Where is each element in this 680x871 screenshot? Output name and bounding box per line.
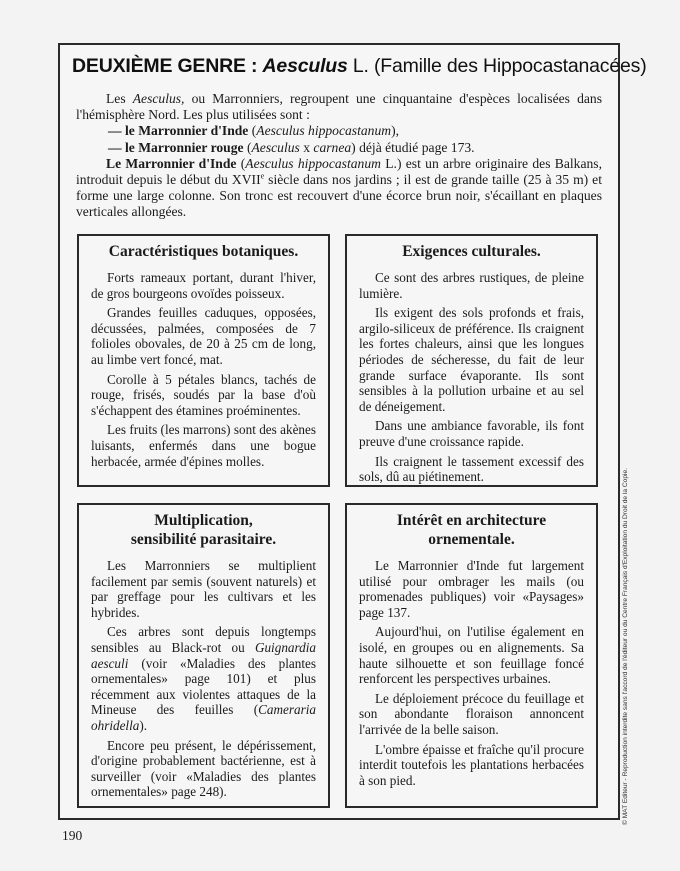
box-interet-p3: Le déploiement précoce du feuillage et son abondante floraison annoncent l'arrivée de la belle saison.	[359, 690, 584, 737]
intro-p1-b: ou Marronniers, regroupent une cinquantaine d'espèces localisées dans l'hémisphère Nord. Les plus utilisées sont :	[76, 91, 602, 123]
intro-p2-bold: Le Marronnier d'Inde	[106, 155, 237, 171]
box-botanical-characteristics	[77, 234, 330, 487]
box-culture-p3: Dans une ambiance favorable, ils font preuve d'une croissance rapide.	[359, 418, 584, 449]
intro-p2-b: L.) est un arbre originaire des Balkans, introduit depuis le début du XVII	[76, 155, 602, 188]
intro-p2-latin: Aesculus hippocastanum	[245, 155, 381, 171]
box-interet-title-line2: ornementale.	[428, 531, 515, 548]
box-multi-p2-latin2: Cameraria ohridella	[91, 702, 316, 733]
box-multi-p2	[91, 624, 316, 733]
box-interet-p2: Aujourd'hui, on l'utilise également en isolé, en groupes ou en alignements. Sa haute silhouette et son feuillage foncé renforcent les perspectives urbaines.	[359, 624, 584, 687]
intro-item2-latin2: carnea	[313, 139, 352, 155]
box-culture-p1: Ce sont des arbres rustiques, de pleine lumière.	[359, 270, 584, 301]
box-culture-p2: Ils exigent des sols profonds et frais, argilo-siliceux de préférence. Ils craignent les fortes chaleurs, ainsi que les longues périodes de sécheresse, du fait de leur grande surface évaporante. Ils sont sensibles à la pollution urbaine et au sel de déneigement.	[359, 305, 584, 414]
intro-p1-a: Les	[106, 91, 133, 106]
intro-item1-b: ),	[391, 123, 400, 139]
box-interet-title	[359, 505, 584, 558]
box-botanique-title: Caractéristiques botaniques.	[108, 243, 299, 260]
box-multi-p2-c: ).	[139, 717, 148, 733]
box-culture-title: Exigences culturales.	[402, 243, 541, 260]
box-interet-title-line1: Intérêt en architecture	[396, 512, 547, 529]
intro-item1-latin: Aesculus hippocastanum	[256, 123, 392, 139]
box-culture-p4: Ils craignent le tassement excessif des sols, dû au piétinement.	[359, 453, 584, 485]
intro-p2-c: siècle dans nos jardins ; il est de grande taille (25 à 35 m) et forme une large colonne. Son tronc est recouvert d'une écorce brun noir, s'écaillant en plaques verticales allongées.	[76, 172, 602, 220]
page-number: 190	[62, 828, 83, 843]
intro-item1-bold: — le Marronnier d'Inde	[108, 123, 249, 139]
box-multi-title-line1: Multiplication,	[154, 512, 253, 529]
intro-item1-a: (	[248, 123, 257, 139]
box-multi-p2-latin: Guignardia aesculi	[91, 639, 316, 671]
intro-paragraph-2	[76, 156, 602, 221]
intro-p2-sup: e	[260, 171, 265, 181]
box-propagation-pests	[77, 503, 330, 808]
box-botanique-p3: Corolle à 5 pétales blancs, tachés de rouge, frisés, soudés par la base d'où s'échappent des étamines proéminentes.	[91, 371, 316, 418]
box-multi-p2-b: (voir «Maladies des plantes ornementales» page 101) et plus récemment aux violentes attaques de la Mineuse des feuilles (	[91, 655, 316, 718]
box-multi-p1: Les Marronniers se multiplient facilement par semis (souvent naturels) et par greffage pour les cultivars et les hybrides.	[91, 558, 316, 620]
intro-text	[76, 91, 602, 221]
box-multi-title	[91, 505, 316, 558]
genre-title-suffix: L. (Famille des Hippocastanacées)	[347, 55, 647, 77]
box-multi-p2-a: Ces arbres sont depuis longtemps sensibles au Black-rot ou	[91, 624, 316, 655]
intro-paragraph-1	[76, 91, 602, 123]
intro-p1-latin: Aesculus,	[132, 91, 185, 106]
intro-p2-a: (	[236, 155, 246, 171]
box-cultural-requirements	[345, 234, 598, 487]
box-botanique-p1: Forts rameaux portant, durant l'hiver, de gros bourgeons ovoïdes poisseux.	[91, 270, 316, 301]
box-interet-p1: Le Marronnier d'Inde fut largement utilisé pour ombrager les mails (ou promenades publiques) voir «Paysages» page 137.	[359, 558, 584, 620]
intro-item2-b: x	[299, 139, 314, 155]
intro-item2-bold: — le Marronnier rouge	[108, 139, 244, 155]
genre-title	[72, 55, 647, 78]
box-interet-p4: L'ombre épaisse et fraîche qu'il procure interdit toutefois les plantations herbacées à son pied.	[359, 741, 584, 788]
box-botanique-p4: Les fruits (les marrons) sont des akènes luisants, enfermés dans une bogue herbacée, armée d'épines molles.	[91, 422, 316, 469]
box-botanique-p2: Grandes feuilles caduques, opposées, décussées, palmées, composées de 7 folioles obovales, de 20 à 25 cm de long, au limbe vert foncé, mat.	[91, 305, 316, 367]
box-multi-p3: Encore peu présent, le dépérissement, d'origine probablement bactérienne, est à surveiller (voir «Maladies des plantes ornementales» page 248).	[91, 737, 316, 800]
genre-title-prefix: DEUXIÈME GENRE :	[72, 55, 263, 77]
box-ornamental-interest	[345, 503, 598, 808]
box-multi-title-line2: sensibilité parasitaire.	[130, 531, 277, 548]
copyright-notice: © MAT Editeur - Reproduction interdite sans l'accord de l'éditeur ou du Centre Français d'Exploitation du Droit de la Copie.	[622, 468, 629, 825]
intro-item2-a: (	[243, 139, 252, 155]
genre-title-latin: Aesculus	[262, 55, 348, 77]
intro-item2-c: ) déjà étudié page 173.	[351, 139, 475, 155]
intro-list-item-2	[76, 140, 602, 156]
intro-list-item-1	[76, 123, 602, 139]
intro-item2-latin: Aesculus	[251, 139, 300, 155]
